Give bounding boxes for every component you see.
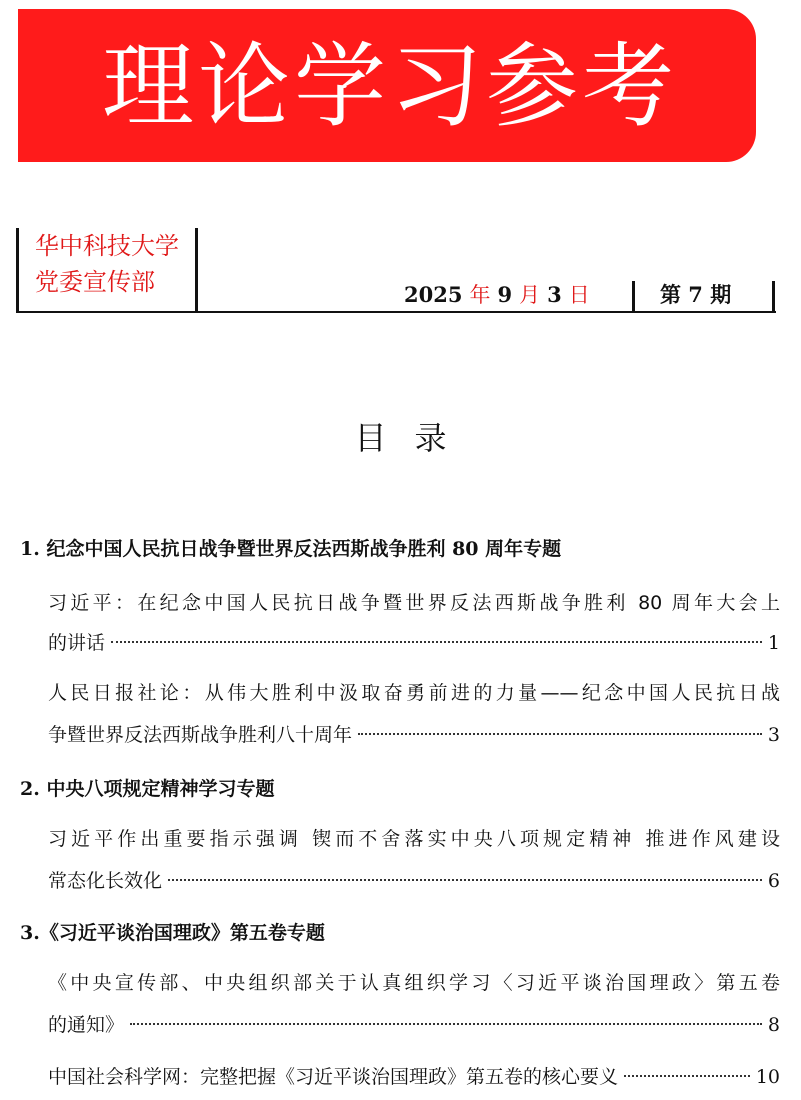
header-rule — [16, 311, 776, 313]
masthead-banner — [18, 9, 756, 162]
date-day-unit: 日 — [568, 283, 590, 307]
publisher-box — [16, 228, 198, 312]
toc-entry[interactable] — [48, 720, 780, 750]
toc-entry-line[interactable]: 《中央宣传部、中央组织部关于认真组织学习〈习近平谈治国理政〉第五卷 — [48, 972, 780, 994]
toc-entry[interactable] — [48, 866, 780, 896]
dot-leader — [168, 879, 762, 881]
toc-entry[interactable] — [48, 628, 780, 658]
header-divider — [632, 281, 635, 312]
toc-page-number: 10 — [755, 1066, 780, 1088]
toc-section-heading[interactable]: 1. 纪念中国人民抗日战争暨世界反法西斯战争胜利 80 周年专题 — [20, 538, 562, 560]
toc-page-number: 3 — [767, 724, 780, 746]
date-year-unit: 年 — [469, 283, 491, 307]
toc-page-number: 8 — [767, 1014, 780, 1036]
date-year: 2025 — [404, 282, 463, 307]
toc-entry-line[interactable]: 人民日报社论：从伟大胜利中汲取奋勇前进的力量——纪念中国人民抗日战 — [48, 682, 780, 704]
toc-section-heading[interactable]: 2. 中央八项规定精神学习专题 — [20, 778, 275, 800]
toc-title: 目录 — [354, 419, 475, 457]
issue-date — [404, 280, 597, 310]
toc-entry-text: 常态化长效化 — [48, 870, 163, 892]
toc-entry-line[interactable]: 习近平作出重要指示强调 锲而不舍落实中央八项规定精神 推进作风建设 — [48, 828, 780, 850]
toc-entry-text: 争暨世界反法西斯战争胜利八十周年 — [48, 724, 353, 746]
publisher-department: 党委宣传部 — [35, 268, 155, 296]
toc-page-number: 6 — [767, 870, 780, 892]
publisher-university: 华中科技大学 — [35, 232, 179, 260]
date-day: 3 — [547, 282, 562, 307]
toc-entry-text: 的讲话 — [48, 632, 106, 654]
toc-entry-text: 的通知》 — [48, 1014, 125, 1036]
dot-leader — [130, 1023, 762, 1025]
toc-section-heading[interactable]: 3.《习近平谈治国理政》第五卷专题 — [20, 922, 325, 944]
toc-entry-text: 中国社会科学网：完整把握《习近平谈治国理政》第五卷的核心要义 — [48, 1066, 619, 1088]
date-month: 9 — [497, 282, 513, 307]
dot-leader — [111, 641, 762, 643]
dot-leader — [624, 1075, 750, 1077]
masthead-title: 理论学习参考 — [102, 33, 679, 140]
toc-entry[interactable] — [48, 1062, 780, 1092]
header-divider — [772, 281, 775, 312]
toc-entry[interactable] — [48, 1010, 780, 1040]
date-month-unit: 月 — [519, 283, 541, 307]
issue-number: 第 7 期 — [660, 282, 732, 307]
toc-entry-line[interactable]: 习近平：在纪念中国人民抗日战争暨世界反法西斯战争胜利 80 周年大会上 — [48, 592, 780, 614]
dot-leader — [358, 733, 762, 735]
toc-page-number: 1 — [767, 632, 780, 654]
